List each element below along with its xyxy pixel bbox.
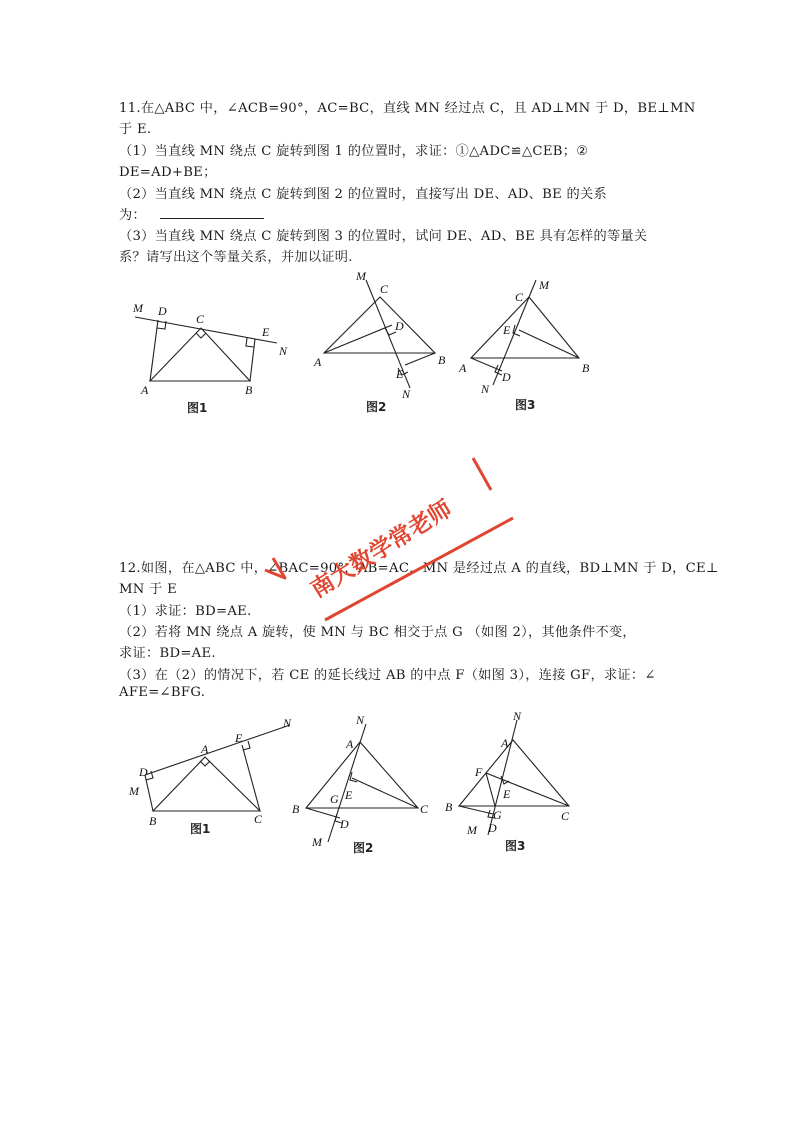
label-m: M bbox=[539, 278, 549, 292]
q12-line-1: 12.如图，在△ABC 中，∠BAC=90°，AB=AC，MN 是经过点 A 的直线，BD⊥MN 于 D，CE⊥ bbox=[119, 561, 719, 576]
label-a: A bbox=[314, 355, 322, 369]
q11-line-4: DE=AD+BE； bbox=[119, 165, 217, 180]
label-g: G bbox=[493, 808, 502, 822]
segment-ad bbox=[150, 320, 158, 381]
label-c: C bbox=[380, 282, 389, 296]
q11-figure-1 bbox=[125, 295, 305, 405]
label-b: B bbox=[245, 383, 253, 397]
q12-caption-2: 图2 bbox=[353, 841, 374, 855]
label-n: N bbox=[279, 344, 288, 358]
label-e: E bbox=[503, 323, 511, 337]
label-a: A bbox=[201, 742, 209, 756]
label-d: D bbox=[139, 765, 148, 779]
right-angle-a bbox=[200, 761, 210, 766]
q12-figure-3 bbox=[443, 710, 583, 850]
label-e: E bbox=[262, 325, 270, 339]
q12-line-3: （1）求证：BD=AE. bbox=[119, 604, 252, 619]
q12-line-7: AFE=∠BFG. bbox=[119, 685, 206, 700]
segment-cf bbox=[486, 773, 569, 806]
label-b: B bbox=[292, 802, 300, 816]
label-b: B bbox=[438, 353, 446, 367]
segment-bd bbox=[459, 806, 493, 814]
segment-ce bbox=[352, 778, 418, 808]
triangle-abc bbox=[150, 328, 250, 381]
label-d: D bbox=[488, 821, 497, 835]
segment-ce bbox=[242, 745, 260, 811]
q12-line-2: MN 于 E bbox=[119, 582, 178, 597]
q12-figure-1 bbox=[125, 715, 300, 835]
q11-line-7: （3）当直线 MN 绕点 C 旋转到图 3 的位置时，试问 DE、AD、BE 具有怎样的等量关 bbox=[119, 229, 648, 244]
label-a: A bbox=[459, 361, 467, 375]
label-d: D bbox=[340, 817, 349, 831]
label-n: N bbox=[481, 382, 490, 396]
right-angle-e bbox=[350, 772, 357, 782]
q11-line-3: （1）当直线 MN 绕点 C 旋转到图 1 的位置时，求证：①△ADC≌△CEB；② bbox=[119, 144, 589, 159]
label-m: M bbox=[133, 301, 143, 315]
label-m: M bbox=[129, 784, 139, 798]
label-d: D bbox=[395, 319, 404, 333]
segment-be bbox=[250, 339, 255, 381]
segment-ad bbox=[324, 325, 392, 353]
answer-blank[interactable] bbox=[160, 206, 264, 219]
label-g: G bbox=[330, 792, 339, 806]
triangle-abc bbox=[324, 297, 435, 353]
label-c: C bbox=[515, 290, 524, 304]
label-a: A bbox=[346, 737, 354, 751]
q12-line-5: 求证：BD=AE. bbox=[119, 646, 216, 661]
label-b: B bbox=[582, 361, 590, 375]
label-e: E bbox=[345, 788, 353, 802]
q12-line-4: （2）若将 MN 绕点 A 旋转，使 MN 与 BC 相交于点 G （如图 2），其他条件不变， bbox=[119, 625, 636, 640]
label-b: B bbox=[445, 800, 453, 814]
watermark-bracket-top bbox=[473, 458, 491, 490]
watermark-arrow-icon bbox=[265, 558, 285, 578]
label-m: M bbox=[312, 835, 322, 849]
label-n: N bbox=[356, 713, 365, 727]
segment-bd bbox=[306, 808, 340, 818]
label-e: E bbox=[396, 367, 404, 381]
watermark-stamp bbox=[255, 450, 535, 630]
label-c: C bbox=[420, 802, 429, 816]
q11-caption-3: 图3 bbox=[515, 398, 536, 412]
label-m: M bbox=[467, 823, 477, 837]
label-c: C bbox=[254, 812, 263, 826]
label-d: D bbox=[158, 304, 167, 318]
q11-figure-2 bbox=[310, 270, 450, 405]
label-f: F bbox=[475, 765, 483, 779]
label-a: A bbox=[141, 383, 149, 397]
segment-ad bbox=[471, 358, 502, 371]
right-angle-e bbox=[243, 741, 250, 750]
label-c: C bbox=[561, 809, 570, 823]
label-e: E bbox=[503, 787, 511, 801]
q11-line-1: 11.在△ABC 中，∠ACB=90°，AC=BC，直线 MN 经过点 C，且 AD⊥MN 于 D，BE⊥MN bbox=[119, 101, 696, 116]
label-b: B bbox=[149, 814, 157, 828]
triangle-abc bbox=[306, 742, 418, 808]
label-n: N bbox=[283, 716, 292, 730]
q11-line-6 bbox=[119, 204, 264, 223]
q11-caption-1: 图1 bbox=[187, 401, 208, 415]
q12-figure-2 bbox=[288, 712, 438, 852]
q11-line-8: 系？请写出这个等量关系，并加以证明. bbox=[119, 250, 353, 265]
q12-caption-3: 图3 bbox=[505, 839, 526, 853]
label-e: E bbox=[235, 731, 243, 745]
q11-line-2: 于 E. bbox=[119, 122, 152, 137]
segment-be bbox=[405, 353, 435, 365]
q12-line-6: （3）在（2）的情况下，若 CE 的延长线过 AB 的中点 F（如图 3），连接 GF，求证：∠ bbox=[119, 668, 656, 683]
q11-answer-prefix: 为： bbox=[119, 208, 146, 223]
q11-line-5: （2）当直线 MN 绕点 C 旋转到图 2 的位置时，直接写出 DE、AD、BE 的关系 bbox=[119, 187, 607, 202]
label-m: M bbox=[356, 269, 366, 283]
label-c: C bbox=[196, 312, 205, 326]
segment-be bbox=[519, 330, 579, 358]
label-a: A bbox=[501, 736, 509, 750]
q11-caption-2: 图2 bbox=[366, 400, 387, 414]
line-mn bbox=[145, 725, 290, 775]
label-d: D bbox=[502, 370, 511, 384]
right-angle-e bbox=[246, 338, 254, 347]
segment-gf bbox=[486, 773, 495, 806]
q12-caption-1: 图1 bbox=[190, 822, 211, 836]
label-n: N bbox=[513, 709, 522, 723]
right-angle-c bbox=[196, 333, 206, 338]
q11-figure-3 bbox=[455, 275, 595, 395]
label-n: N bbox=[402, 387, 411, 401]
watermark-text: 南大数学常老师 bbox=[306, 495, 457, 604]
